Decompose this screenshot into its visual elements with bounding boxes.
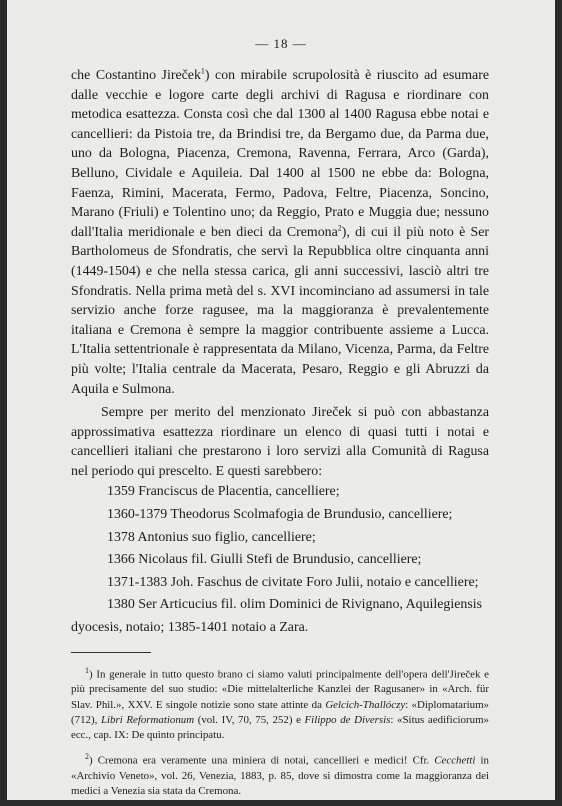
footnote-2-part-a: ) Cremona era veramente una miniera di notai, cancellieri e medici! Cfr. (89, 754, 435, 767)
paragraph-2: Sempre per merito del menzionato Jireček si può con abbastanza approssimativa esattezza riordinare un elenco di quasi tutti i notai e cancellieri italiani che prestarono i loro servizi alla Comunità di Ragusa nel periodo qui prescelto. E questi sarebbero: (71, 405, 489, 479)
footnote-1-part-a: ) In generale in tutto questo brano ci siamo valuti principalmente dell'opera dell'Jireček e più precisamente del suo studio: «Die mittelalterliche Kanzlei der Ragusaner» in «Arch. für Slav. Phil.», XXV. E singole notizie sono state attinte da (71, 668, 489, 711)
paragraph-1-part-c: ), di cui il più noto è Ser Bartholomeus de Sfondratis, che servì la Repubblica oltre cinquanta anni (1449-1504) e che nella stessa carica, gli anni successivi, lasciò altri tre Sfondratis. Nella prima metà del s. XVI incominciano ad assumersi in tale servizio anche forze ragusee, ma la maggioranza è prevalentemente italiana e Cremona è sempre la maggior contribuente assieme a Lucca. L'Italia settentrionale è rappresentata da Milano, Vicenza, Parma, da Feltre più volte; l'Italia centrale da Macerata, Pesaro, Reggio e gli Abruzzi da Aquila e Sulmona. (71, 224, 489, 397)
footnote-ref-2: 2 (337, 223, 342, 233)
footnote-1-part-c: (vol. IV, 70, 75, 252) e (194, 713, 305, 726)
footnote-1-part-d: : «Situs aedificiorum» ecc., cap. IX: De quinto principatu. (71, 713, 489, 742)
footnote-1-title: Libri Reformationum (100, 713, 195, 726)
footnote-1-mark: 1 (85, 665, 89, 675)
footnote-divider (71, 652, 151, 653)
notary-list (71, 481, 489, 639)
paragraph-1-part-a: che Costantino Jireček (71, 68, 201, 83)
main-text (71, 66, 489, 806)
list-item: 1360-1379 Theodorus Scolmafogia de Brundusio, cancelliere; (107, 507, 453, 523)
list-item-line-1: 1380 Ser Articucius fil. olim Dominici de Rivignano, Aquilegiensis (107, 597, 483, 613)
page-number: — 18 — (255, 36, 307, 51)
footnote-2-mark: 2 (85, 752, 89, 762)
footnote-1 (71, 663, 489, 744)
footnote-2-author: Cecchetti (434, 754, 476, 767)
footnote-1-title-2: Filippo de Diversis (304, 713, 391, 726)
footnote-ref-1: 1 (200, 66, 205, 76)
footnote-1-part-b: : «Diplomatarium» (712), (71, 698, 489, 726)
paragraph-1-part-b: ) con mirabile scrupolosità è riuscito ad esumare dalle vecchie e logore carte degli archivi di Ragusa e riordinare con metodica esattezza. Consta così che dal 1300 al 1400 Ragusa ebbe notai e cancellieri: da Pistoia tre, da Brindisi tre, da Bergamo due, da Parma due, uno da Bologna, Piacenza, Cremona, Ravenna, Ferrara, Arco (Garda), Belluno, Cividale e Aquileia. Dal 1400 al 1500 ne ebbe da: Bologna, Faenza, Rimini, Macerata, Fermo, Padova, Feltre, Piacenza, Soncino, Marano (Friuli) e Tolentino uno; da Reggio, Prato e Muggia due; nessuno dall'Italia meridionale e ben dieci da Cremona (71, 68, 489, 240)
list-item: 1366 Nicolaus fil. Giulli Stefi de Brundusio, cancelliere; (107, 552, 422, 568)
document-page (7, 0, 555, 800)
list-item: 1371-1383 Joh. Faschus de civitate Foro Julii, notaio e cancelliere; (107, 574, 479, 590)
list-item: 1359 Franciscus de Placentia, cancelliere; (107, 484, 340, 500)
list-item-line-2: dyocesis, notaio; 1385-1401 notaio a Zara. (71, 620, 309, 636)
footnote-2 (71, 749, 489, 799)
footnote-1-author: Gelcich-Thallóczy (325, 698, 406, 711)
paragraph-1 (71, 66, 489, 399)
footnote-2-part-b: in «Archivio Veneto», vol. 26, Venezia, 1883, p. 85, dove si dimostra come la maggioranza dei medici a Venezia sia stata da Cremona. (71, 754, 489, 798)
list-item: 1378 Antonius suo figlio, cancelliere; (107, 529, 316, 545)
list-item (71, 594, 489, 639)
